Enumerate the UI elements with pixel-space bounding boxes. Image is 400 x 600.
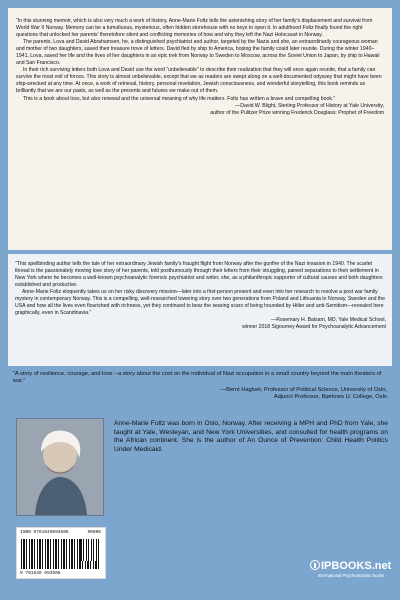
bottom-review-attribution bbox=[125, 387, 387, 401]
barcode-box bbox=[16, 527, 106, 579]
publisher-emblem-icon bbox=[310, 560, 320, 570]
bottom-review-attribution-line-1: —Bernt Hagtvet, Professor of Political Science, University of Oslo, bbox=[220, 387, 387, 393]
publisher-subtitle: International Psychoanalytic Books bbox=[317, 573, 385, 578]
author-portrait-icon bbox=[17, 419, 103, 515]
isbn-text: ISBN 9781949093506 bbox=[20, 530, 69, 535]
top-review-panel bbox=[8, 8, 392, 250]
top-review-attribution-line-1: —David W. Blight, Sterling Professor of History at Yale University, bbox=[235, 102, 384, 109]
author-photo bbox=[16, 418, 104, 516]
author-biography: Anne-Marie Foltz was born in Oslo, Norway. After receiving a MPH and PhD from Yale, she taught at Yale, Wesleyan, and New York Universities, and consulted for health programs on the African continent. She is the author of An Ounce of Prevention: Child Health Politics Under Medicaid. bbox=[114, 420, 388, 453]
barcode-number: 9 781949 093506 bbox=[20, 571, 61, 576]
middle-review-paragraph-2: Anne-Marie Foltz eloquently takes us on her risky discovery mission—later into a first-person present and even into her research to resolve a post war family mystery in contemporary Norway. This is a compelling, well-researched towering story over two generations from Poland and Lithuania to Norway, Sweden and the USA and how all the lives even flourished with richness, yet they continued to bear the searing scars of being hounded by Hitler and anti-Semitism—revealed here graphically, even in Scandinavia.” bbox=[15, 289, 386, 317]
top-review bbox=[16, 18, 384, 117]
middle-review-attribution-line-1: —Rosemary H. Balsam, MD, Yale Medical School, bbox=[271, 317, 386, 324]
top-review-attribution-line-2: author of the Pulitzer Prize winning Frederick Douglass: Prophet of Freedom bbox=[210, 109, 384, 116]
top-review-paragraph-3: In their rich surviving letters both Lova and David use the word “unbelievable” to describe their realization that they will once again reunite, that a family can survive the most evil of forces. This story is almost unbelievable, except that we as readers are swept along on a well-documented odyssey that might have been ship-wrecked at any time. At once, a work of retrieval, history, personal revelation, Jewish consciousness, and wonderful storytelling, this book reminds us brilliantly that we are our pasts, as well as the presents and futures we make out of them. bbox=[16, 67, 382, 95]
bottom-review-quote: “A story of resilience, courage, and love --a story about the cost on the individual of Nazi occupation in a small country beyond the main theaters of war.” bbox=[13, 371, 382, 384]
middle-review-panel bbox=[8, 254, 392, 366]
publisher-name: IPBOOKS.net bbox=[321, 560, 392, 572]
middle-review-attribution-line-2: winner 2018 Sigourney Award for Psychoanalytic Advancement bbox=[242, 324, 386, 331]
price-code: 90000 bbox=[87, 530, 101, 535]
bottom-review-attribution-line-2: Adjunct Professor, Bjørknes U. College, Oslo bbox=[273, 394, 387, 400]
middle-review-paragraph-1: “This spellbinding author tells the tale of her extraordinary Jewish family’s fraught flight from Norway after the gunfire of the Nazi invasion in 1940. The scarlet thread is the passionately moving love story of her parents, told posthumously through their letters from their struggling, pained separations to their settlement in New York where he becomes a well-known psychoanalytic forensic psychiatrist and writer, she, as a philanthropic supporter of cultural causes and both daughters established and productive. bbox=[15, 261, 383, 289]
publisher-logo bbox=[310, 560, 392, 582]
top-review-paragraph-1: “In this stunning memoir, which is also very much a work of history, Anne-Marie Foltz tells the astonishing story of her family’s displacement and survival from World War II Norway. Memory can be a tumultuous, mysterious, often hidden storehouse with no keys to open it. In adulthood Foltz finally found the right questions that unlocked her parents’ theretofore silent and conflicting memories of how and why they left the Nazi Holocaust in Norway. bbox=[16, 18, 373, 39]
middle-review bbox=[15, 261, 386, 331]
top-review-paragraph-2: The parents, Lova and David Abrahamsen, he, a distinguished psychiatrist and author, targeted by the Nazis and she, an extraordinarily courageous woman and mother of two daughters, saved their treasure trove of letters. David fled by ship to America, hoping the family could later reunite. During the winter 1940–1941, Lova, saved her life and the lives of her daughters in an epic trek from Norway to Sweden to Moscow, across the Soviet Union to Japan, by ship to Hawaii and San Francisco. bbox=[16, 39, 380, 67]
price-barcode bbox=[81, 539, 101, 561]
top-review-paragraph-4: This is a book about loss, but also renewal and the universal meaning of why life matters. Foltz has written a brave and compelling book.” bbox=[23, 95, 336, 102]
